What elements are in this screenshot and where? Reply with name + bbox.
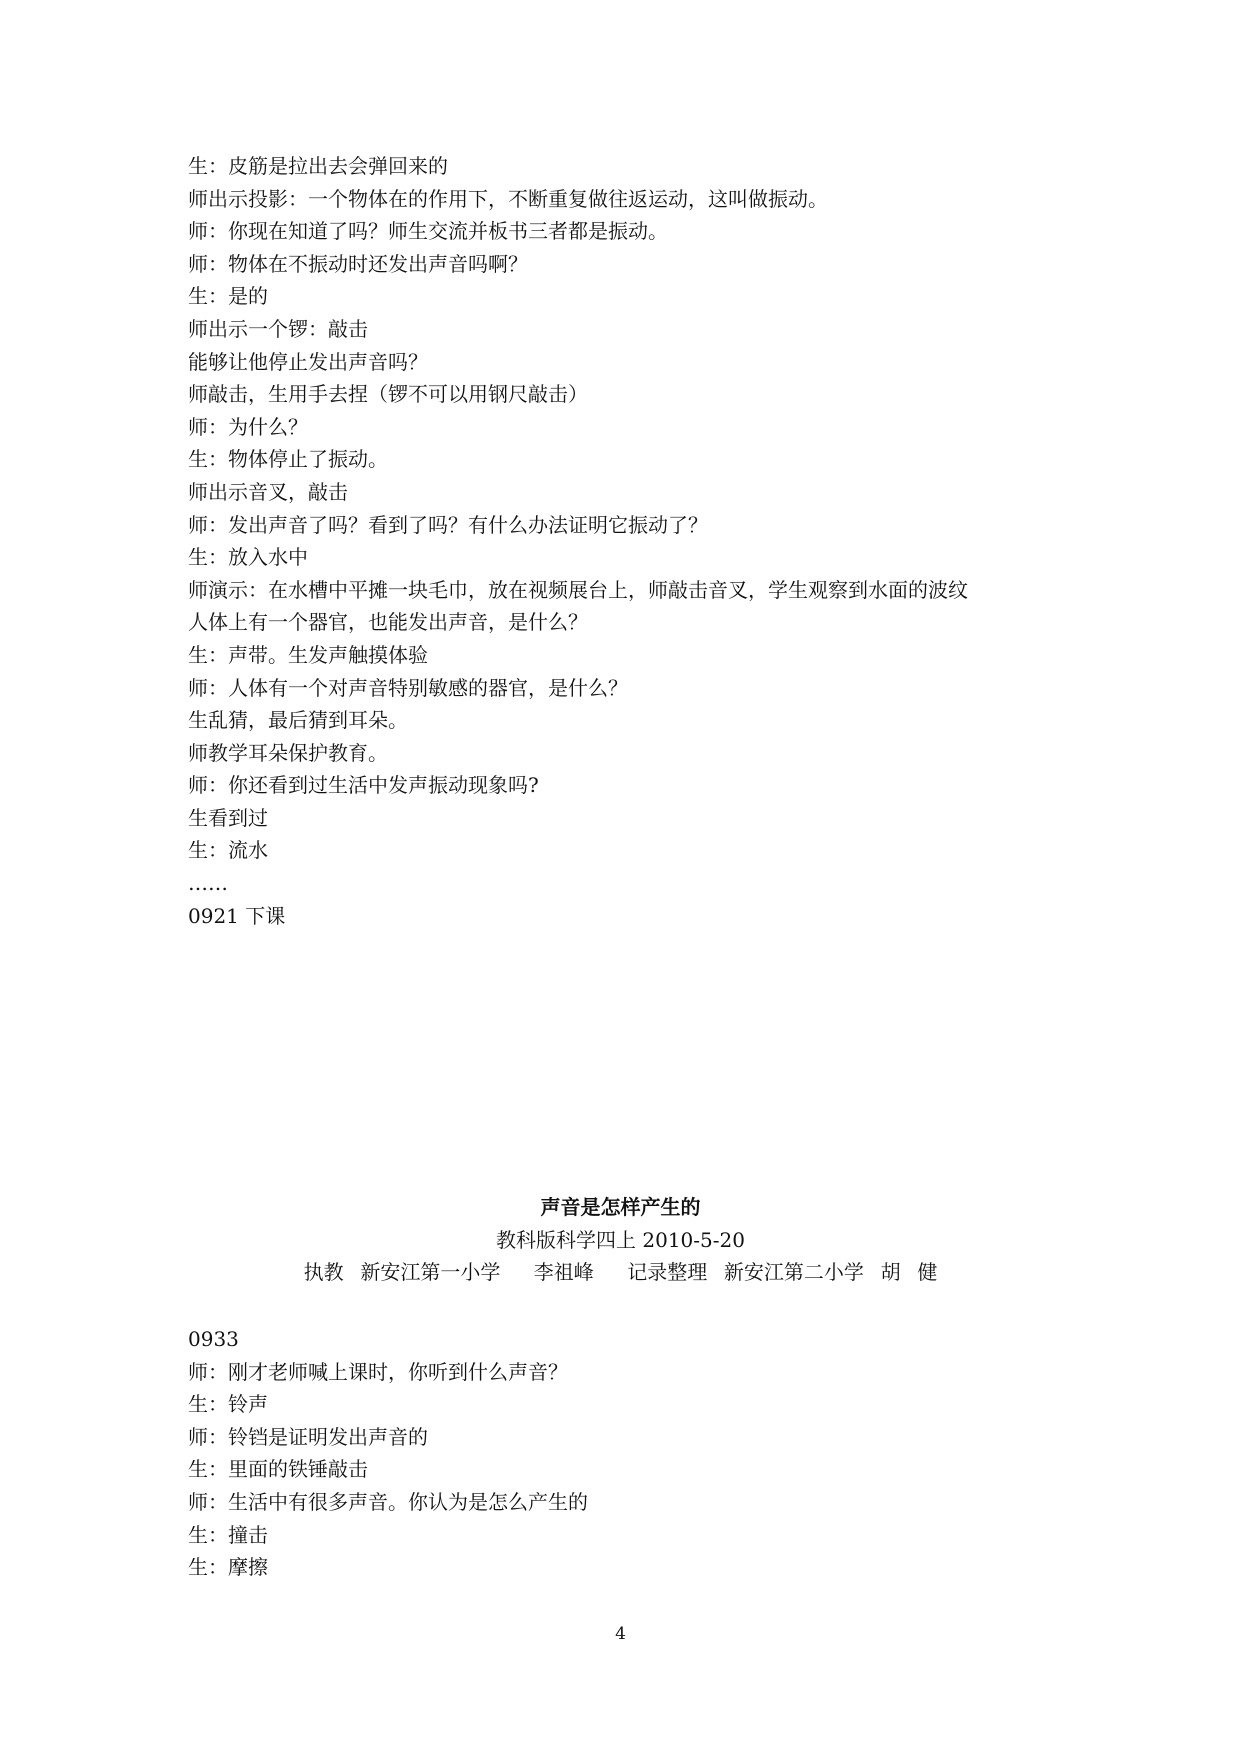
dialogue-line: 生看到过 — [188, 805, 268, 830]
dialogue-line: …… — [188, 871, 228, 896]
dialogue-line: 生乱猜，最后猜到耳朵。 — [188, 708, 408, 733]
dialogue-line: 生：物体停止了振动。 — [188, 447, 388, 472]
dialogue-line: 0921 下课 — [188, 903, 286, 928]
dialogue-line: 生：是的 — [188, 284, 268, 309]
lesson-subtitle-credits: 执教 新安江第一小学 李祖峰 记录整理 新安江第二小学 胡 健 — [303, 1260, 938, 1284]
dialogue-line: 生：声带。生发声触摸体验 — [188, 642, 428, 667]
dialogue-line: 师出示投影：一个物体在的作用下，不断重复做往返运动，这叫做振动。 — [188, 186, 828, 211]
dialogue-line: 师：铃铛是证明发出声音的 — [188, 1424, 428, 1449]
dialogue-line: 师：你还看到过生活中发声振动现象吗? — [188, 773, 539, 798]
dialogue-block-bottom — [188, 1323, 1088, 1584]
lesson-title: 声音是怎样产生的 — [540, 1195, 701, 1219]
dialogue-line: 师演示：在水槽中平摊一块毛巾，放在视频展台上，师敲击音叉，学生观察到水面的波纹 — [188, 577, 968, 602]
dialogue-line: 能够让他停止发出声音吗？ — [188, 349, 428, 374]
dialogue-line: 师教学耳朵保护教育。 — [188, 740, 388, 765]
dialogue-line: 师：发出声音了吗？看到了吗？有什么办法证明它振动了？ — [188, 512, 708, 537]
dialogue-line: 师：人体有一个对声音特别敏感的器官，是什么？ — [188, 675, 628, 700]
dialogue-line: 0933 — [188, 1327, 239, 1351]
dialogue-line: 生：里面的铁锤敲击 — [188, 1457, 368, 1482]
dialogue-line: 生：摩擦 — [188, 1555, 268, 1580]
dialogue-line: 师出示音叉，敲击 — [188, 479, 348, 504]
dialogue-line: 生：流水 — [188, 838, 268, 863]
dialogue-line: 生：放入水中 — [188, 545, 308, 570]
dialogue-line: 师：物体在不振动时还发出声音吗啊？ — [188, 251, 528, 276]
dialogue-line: 师：你现在知道了吗？师生交流并板书三者都是振动。 — [188, 219, 668, 244]
dialogue-line: 人体上有一个器官，也能发出声音，是什么？ — [188, 610, 588, 635]
dialogue-line: 师出示一个锣：敲击 — [188, 316, 368, 341]
dialogue-line: 师：刚才老师喊上课时，你听到什么声音？ — [188, 1359, 568, 1384]
dialogue-line: 师：为什么？ — [188, 414, 308, 439]
dialogue-line: 师：生活中有很多声音。你认为是怎么产生的 — [188, 1489, 588, 1514]
dialogue-line: 生：铃声 — [188, 1392, 268, 1417]
page-number: 4 — [615, 1624, 626, 1644]
dialogue-line: 师敲击，生用手去捏（锣不可以用钢尺敲击） — [188, 382, 588, 407]
dialogue-block-top — [188, 150, 1088, 932]
lesson-subtitle-edition: 教科版科学四上 2010-5-20 — [496, 1228, 745, 1252]
dialogue-line: 生：皮筋是拉出去会弹回来的 — [188, 154, 448, 178]
dialogue-line: 生：撞击 — [188, 1522, 268, 1547]
